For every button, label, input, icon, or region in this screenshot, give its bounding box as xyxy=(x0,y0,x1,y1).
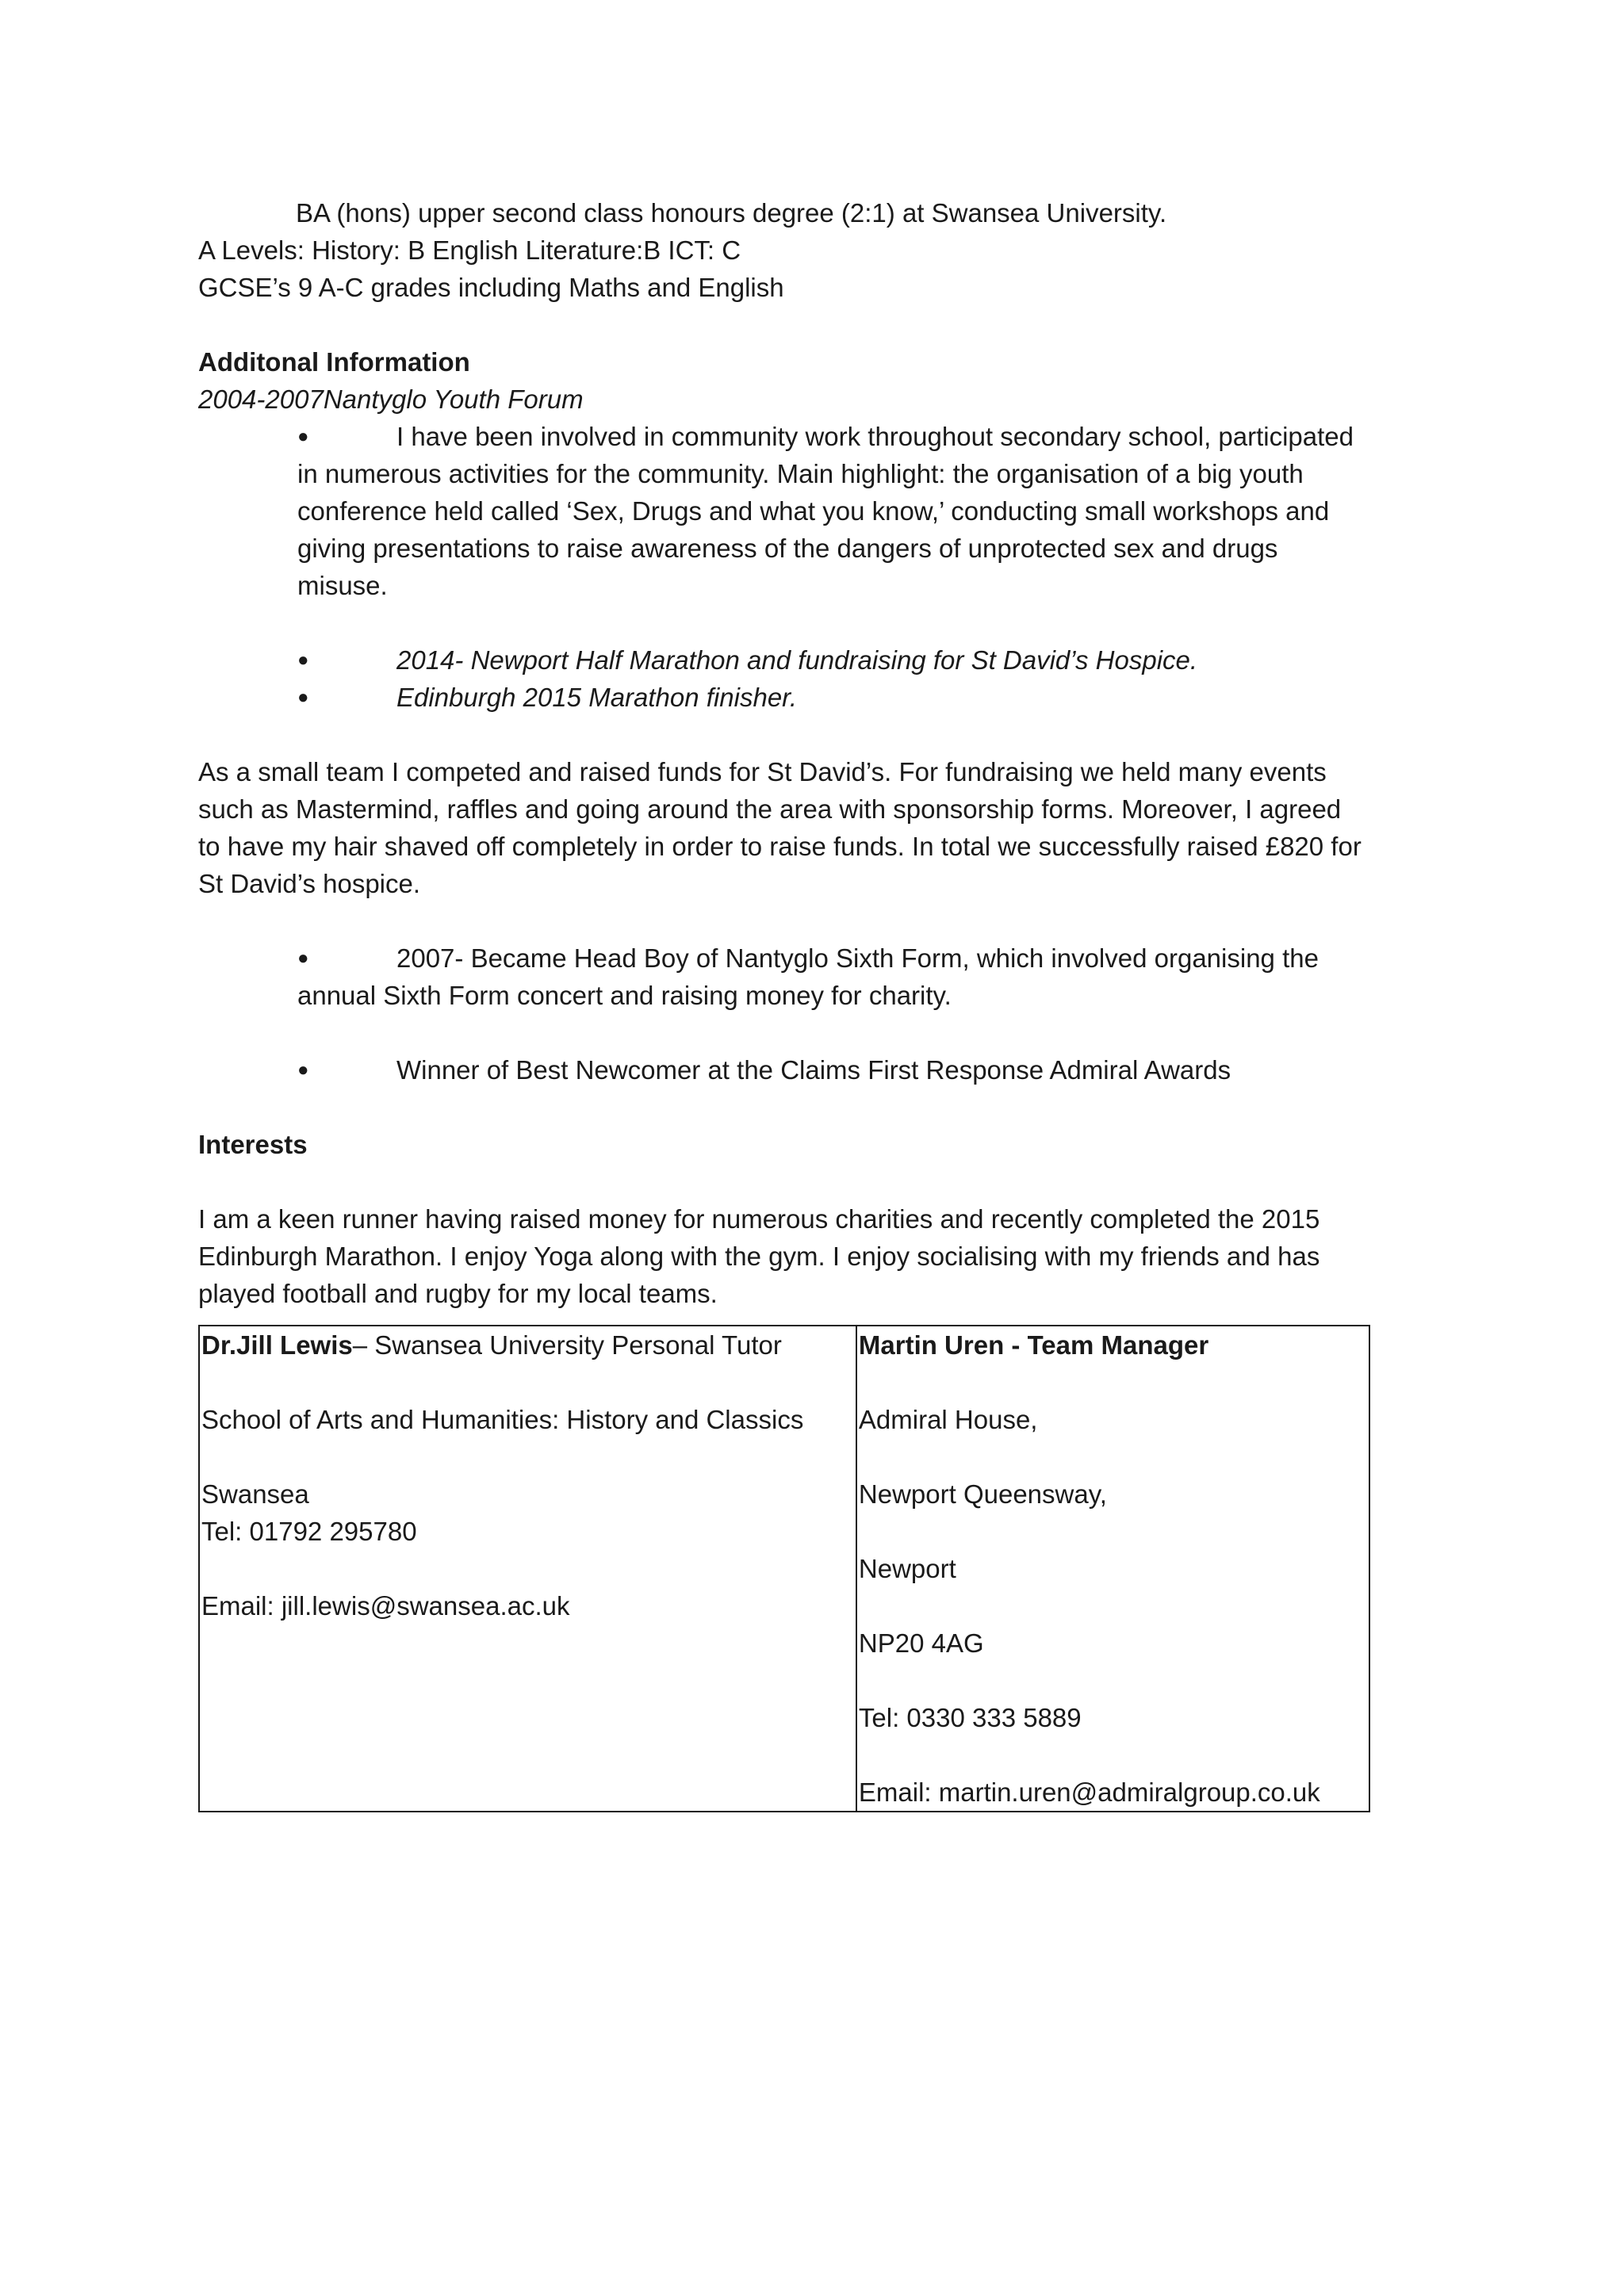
gcse-line: GCSE’s 9 A-C grades including Maths and English xyxy=(198,273,784,302)
bullet-icon: ● xyxy=(297,649,309,671)
reference-left-email: Email: jill.lewis@swansea.ac.uk xyxy=(201,1591,570,1621)
spacer xyxy=(201,1364,856,1401)
reference-left-department: School of Arts and Humanities: History and Classics xyxy=(201,1405,804,1434)
interests-heading: Interests xyxy=(198,1130,308,1159)
bullet-icon: ● xyxy=(297,947,309,969)
reference-left-tel: Tel: 01792 295780 xyxy=(201,1517,417,1546)
spacer xyxy=(198,1089,1451,1126)
forum-line: I have been involved in community work throughout secondary school, participated xyxy=(396,422,1354,451)
spacer xyxy=(859,1513,1369,1550)
spacer xyxy=(201,1438,856,1475)
forum-line: giving presentations to raise awareness of the dangers of unprotected sex and drugs xyxy=(297,534,1278,563)
reference-right-address1: Admiral House, xyxy=(858,1405,1038,1434)
fundraising-line: such as Mastermind, raffles and going around the area with sponsorship forms. Moreover, I agreed xyxy=(198,794,1342,824)
spacer xyxy=(198,1163,1451,1200)
reference-right-tel: Tel: 0330 333 5889 xyxy=(858,1703,1082,1732)
head-boy-line: 2007- Became Head Boy of Nantyglo Sixth Form, which involved organising the xyxy=(396,943,1319,973)
bullet-icon: ● xyxy=(297,426,309,447)
spacer xyxy=(198,306,1451,343)
fundraising-line: to have my hair shaved off completely in order to raise funds. In total we successfully raised £820 for xyxy=(198,832,1362,861)
interests-line: Edinburgh Marathon. I enjoy Yoga along with the gym. I enjoy socialising with my friends and has xyxy=(198,1242,1320,1271)
forum-line: conference held called ‘Sex, Drugs and what you know,’ conducting small workshops and xyxy=(297,496,1330,526)
head-boy-line: annual Sixth Form concert and raising money for charity. xyxy=(297,981,952,1010)
reference-left-city: Swansea xyxy=(201,1479,309,1509)
reference-right-city: Newport xyxy=(858,1554,956,1583)
spacer xyxy=(198,1014,1451,1051)
reference-left-cell xyxy=(199,1326,856,1812)
marathon-line: Edinburgh 2015 Marathon finisher. xyxy=(396,683,798,712)
reference-left-role: – Swansea University Personal Tutor xyxy=(352,1330,782,1360)
references-table xyxy=(198,1325,1370,1812)
spacer xyxy=(198,604,1451,641)
spacer xyxy=(859,1736,1369,1774)
cv-page xyxy=(198,194,1451,1812)
fundraising-line: St David’s hospice. xyxy=(198,869,421,898)
interests-line: I am a keen runner having raised money for numerous charities and recently completed the 2015 xyxy=(198,1204,1320,1234)
interests-line: played football and rugby for my local teams. xyxy=(198,1279,718,1308)
award-bullet xyxy=(198,1051,1451,1089)
table-row xyxy=(199,1326,1369,1812)
spacer xyxy=(201,1550,856,1587)
spacer xyxy=(859,1587,1369,1624)
award-line: Winner of Best Newcomer at the Claims First Response Admiral Awards xyxy=(396,1055,1231,1085)
marathon-bullet xyxy=(198,641,1451,679)
a-levels-line: A Levels: History: B English Literature:B ICT: C xyxy=(198,235,741,265)
reference-left-name: Dr.Jill Lewis xyxy=(201,1330,353,1360)
forum-line: misuse. xyxy=(297,571,388,600)
reference-right-name: Martin Uren - Team Manager xyxy=(858,1330,1209,1360)
reference-right-cell xyxy=(856,1326,1369,1812)
youth-forum-bullet xyxy=(198,418,1451,604)
reference-left-name-line xyxy=(201,1326,856,1364)
head-boy-bullet xyxy=(198,939,1451,1014)
spacer xyxy=(859,1364,1369,1401)
marathon-bullet xyxy=(198,679,1451,716)
reference-right-email: Email: martin.uren@admiralgroup.co.uk xyxy=(858,1777,1320,1807)
degree-line: BA (hons) upper second class honours degree (2:1) at Swansea University. xyxy=(296,198,1167,228)
spacer xyxy=(198,716,1451,753)
reference-right-postcode: NP20 4AG xyxy=(858,1628,984,1658)
spacer xyxy=(198,902,1451,939)
spacer xyxy=(859,1662,1369,1699)
marathon-line: 2014- Newport Half Marathon and fundraising for St David’s Hospice. xyxy=(396,645,1198,675)
bullet-icon: ● xyxy=(297,687,309,708)
additional-info-heading: Additonal Information xyxy=(198,347,470,377)
fundraising-line: As a small team I competed and raised funds for St David’s. For fundraising we held many events xyxy=(198,757,1327,786)
bullet-icon: ● xyxy=(297,1059,309,1081)
spacer xyxy=(859,1438,1369,1475)
reference-right-address2: Newport Queensway, xyxy=(858,1479,1107,1509)
youth-forum-title: 2004-2007Nantyglo Youth Forum xyxy=(198,385,584,414)
forum-line: in numerous activities for the community. Main highlight: the organisation of a big youth xyxy=(297,459,1304,488)
